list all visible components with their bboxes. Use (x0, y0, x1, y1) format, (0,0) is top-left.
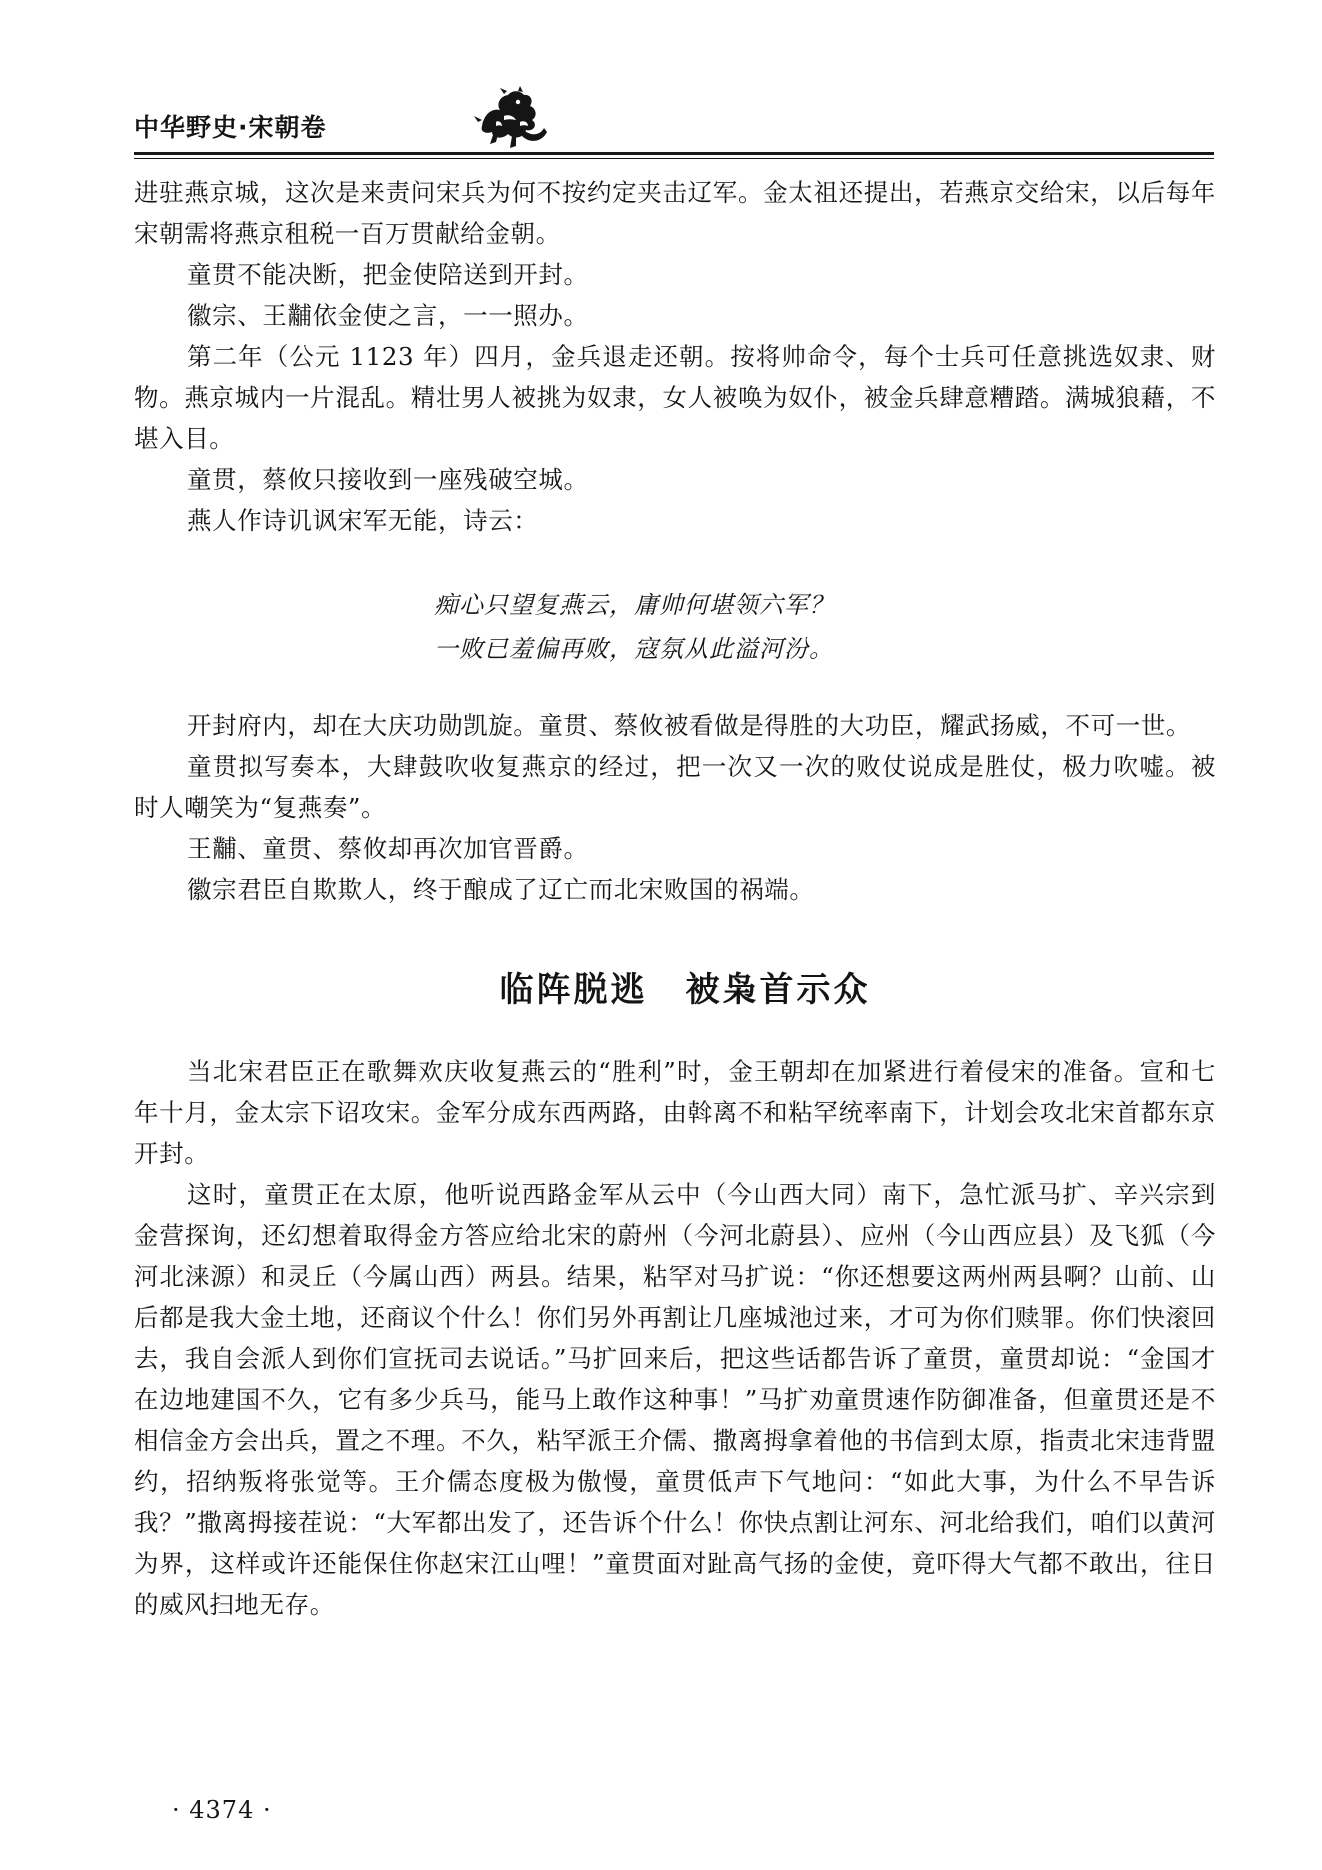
paragraph: 燕人作诗讥讽宋军无能，诗云： (187, 506, 539, 535)
book-title: 中华野史·宋朝卷 (134, 113, 327, 142)
section-heading-part1: 临阵脱逃 (499, 970, 648, 1010)
paragraph: 徽宗、王黼依金使之言，一一照办。 (187, 301, 589, 330)
page-body (134, 172, 1216, 1625)
paragraph: 进驻燕京城，这次是来责问宋兵为何不按约定夹击辽军。金太祖还提出，若燕京交给宋，以后每年宋朝需将燕京租税一百万贯献给金朝。 (134, 178, 1216, 248)
header-rule (134, 152, 1214, 155)
paragraph: 童贯，蔡攸只接收到一座残破空城。 (187, 465, 589, 494)
paragraph: 徽宗君臣自欺欺人，终于酿成了辽亡而北宋败国的祸端。 (187, 875, 815, 904)
paragraph: 童贯拟写奏本，大肆鼓吹收复燕京的经过，把一次又一次的败仗说成是胜仗，极力吹嘘。被时人嘲笑为“复燕奏”。 (134, 752, 1216, 822)
paragraph: 这时，童贯正在太原，他听说西路金军从云中（今山西大同）南下，急忙派马扩、辛兴宗到金营探询，还幻想着取得金方答应给北宋的蔚州（今河北蔚县）、应州（今山西应县）及飞狐（今河北涞源）和灵丘（今属山西）两县。结果，粘罕对马扩说：“你还想要这两州两县啊？山前、山后都是我大金土地，还商议个什么！你们另外再割让几座城池过来，才可为你们赎罪。你们快滚回去，我自会派人到你们宣抚司去说话。”马扩回来后，把这些话都告诉了童贯，童贯却说：“金国才在边地建国不久，它有多少兵马，能马上敢作这种事！”马扩劝童贯速作防御准备，但童贯还是不相信金方会出兵，置之不理。不久，粘罕派王介儒、撒离拇拿着他的书信到太原，指责北宋违背盟约，招纳叛将张觉等。王介儒态度极为傲慢，童贯低声下气地问：“如此大事，为什么不早告诉我？”撒离拇接茬说：“大军都出发了，还告诉个什么！你快点割让河东、河北给我们，咱们以黄河为界，这样或许还能保住你赵宋江山哩！”童贯面对趾高气扬的金使，竟吓得大气都不敢出，往日的威风扫地无存。 (134, 1180, 1216, 1619)
paragraph: 第二年（公元 1123 年）四月，金兵退走还朝。按将帅命令，每个士兵可任意挑选奴隶、财物。燕京城内一片混乱。精壮男人被挑为奴隶，女人被唤为奴仆，被金兵肆意糟踏。满城狼藉，不堪入目。 (134, 342, 1216, 453)
poem-line: 一败已羞偏再败，寇氛从此溢河汾。 (434, 635, 834, 663)
dragon-emblem-icon (474, 86, 550, 150)
section-heading-part2: 被枭首示众 (685, 970, 871, 1010)
paragraph: 童贯不能决断，把金使陪送到开封。 (187, 260, 589, 289)
section-heading (134, 962, 1216, 1011)
paragraph: 当北宋君臣正在歌舞欢庆收复燕云的“胜利”时，金王朝却在加紧进行着侵宋的准备。宣和七年十月，金太宗下诏攻宋。金军分成东西两路，由斡离不和粘罕统率南下，计划会攻北宋首都东京开封。 (134, 1057, 1216, 1168)
header-rule-thin (134, 158, 1214, 159)
poem (134, 583, 1216, 671)
poem-line: 痴心只望复燕云，庸帅何堪领六军？ (434, 591, 834, 619)
page-number: · 4374 · (172, 1796, 272, 1824)
paragraph: 王黼、童贯、蔡攸却再次加官晋爵。 (187, 834, 589, 863)
paragraph: 开封府内，却在大庆功勋凯旋。童贯、蔡攸被看做是得胜的大功臣，耀武扬威，不可一世。 (187, 711, 1191, 740)
page-header (134, 86, 1214, 156)
